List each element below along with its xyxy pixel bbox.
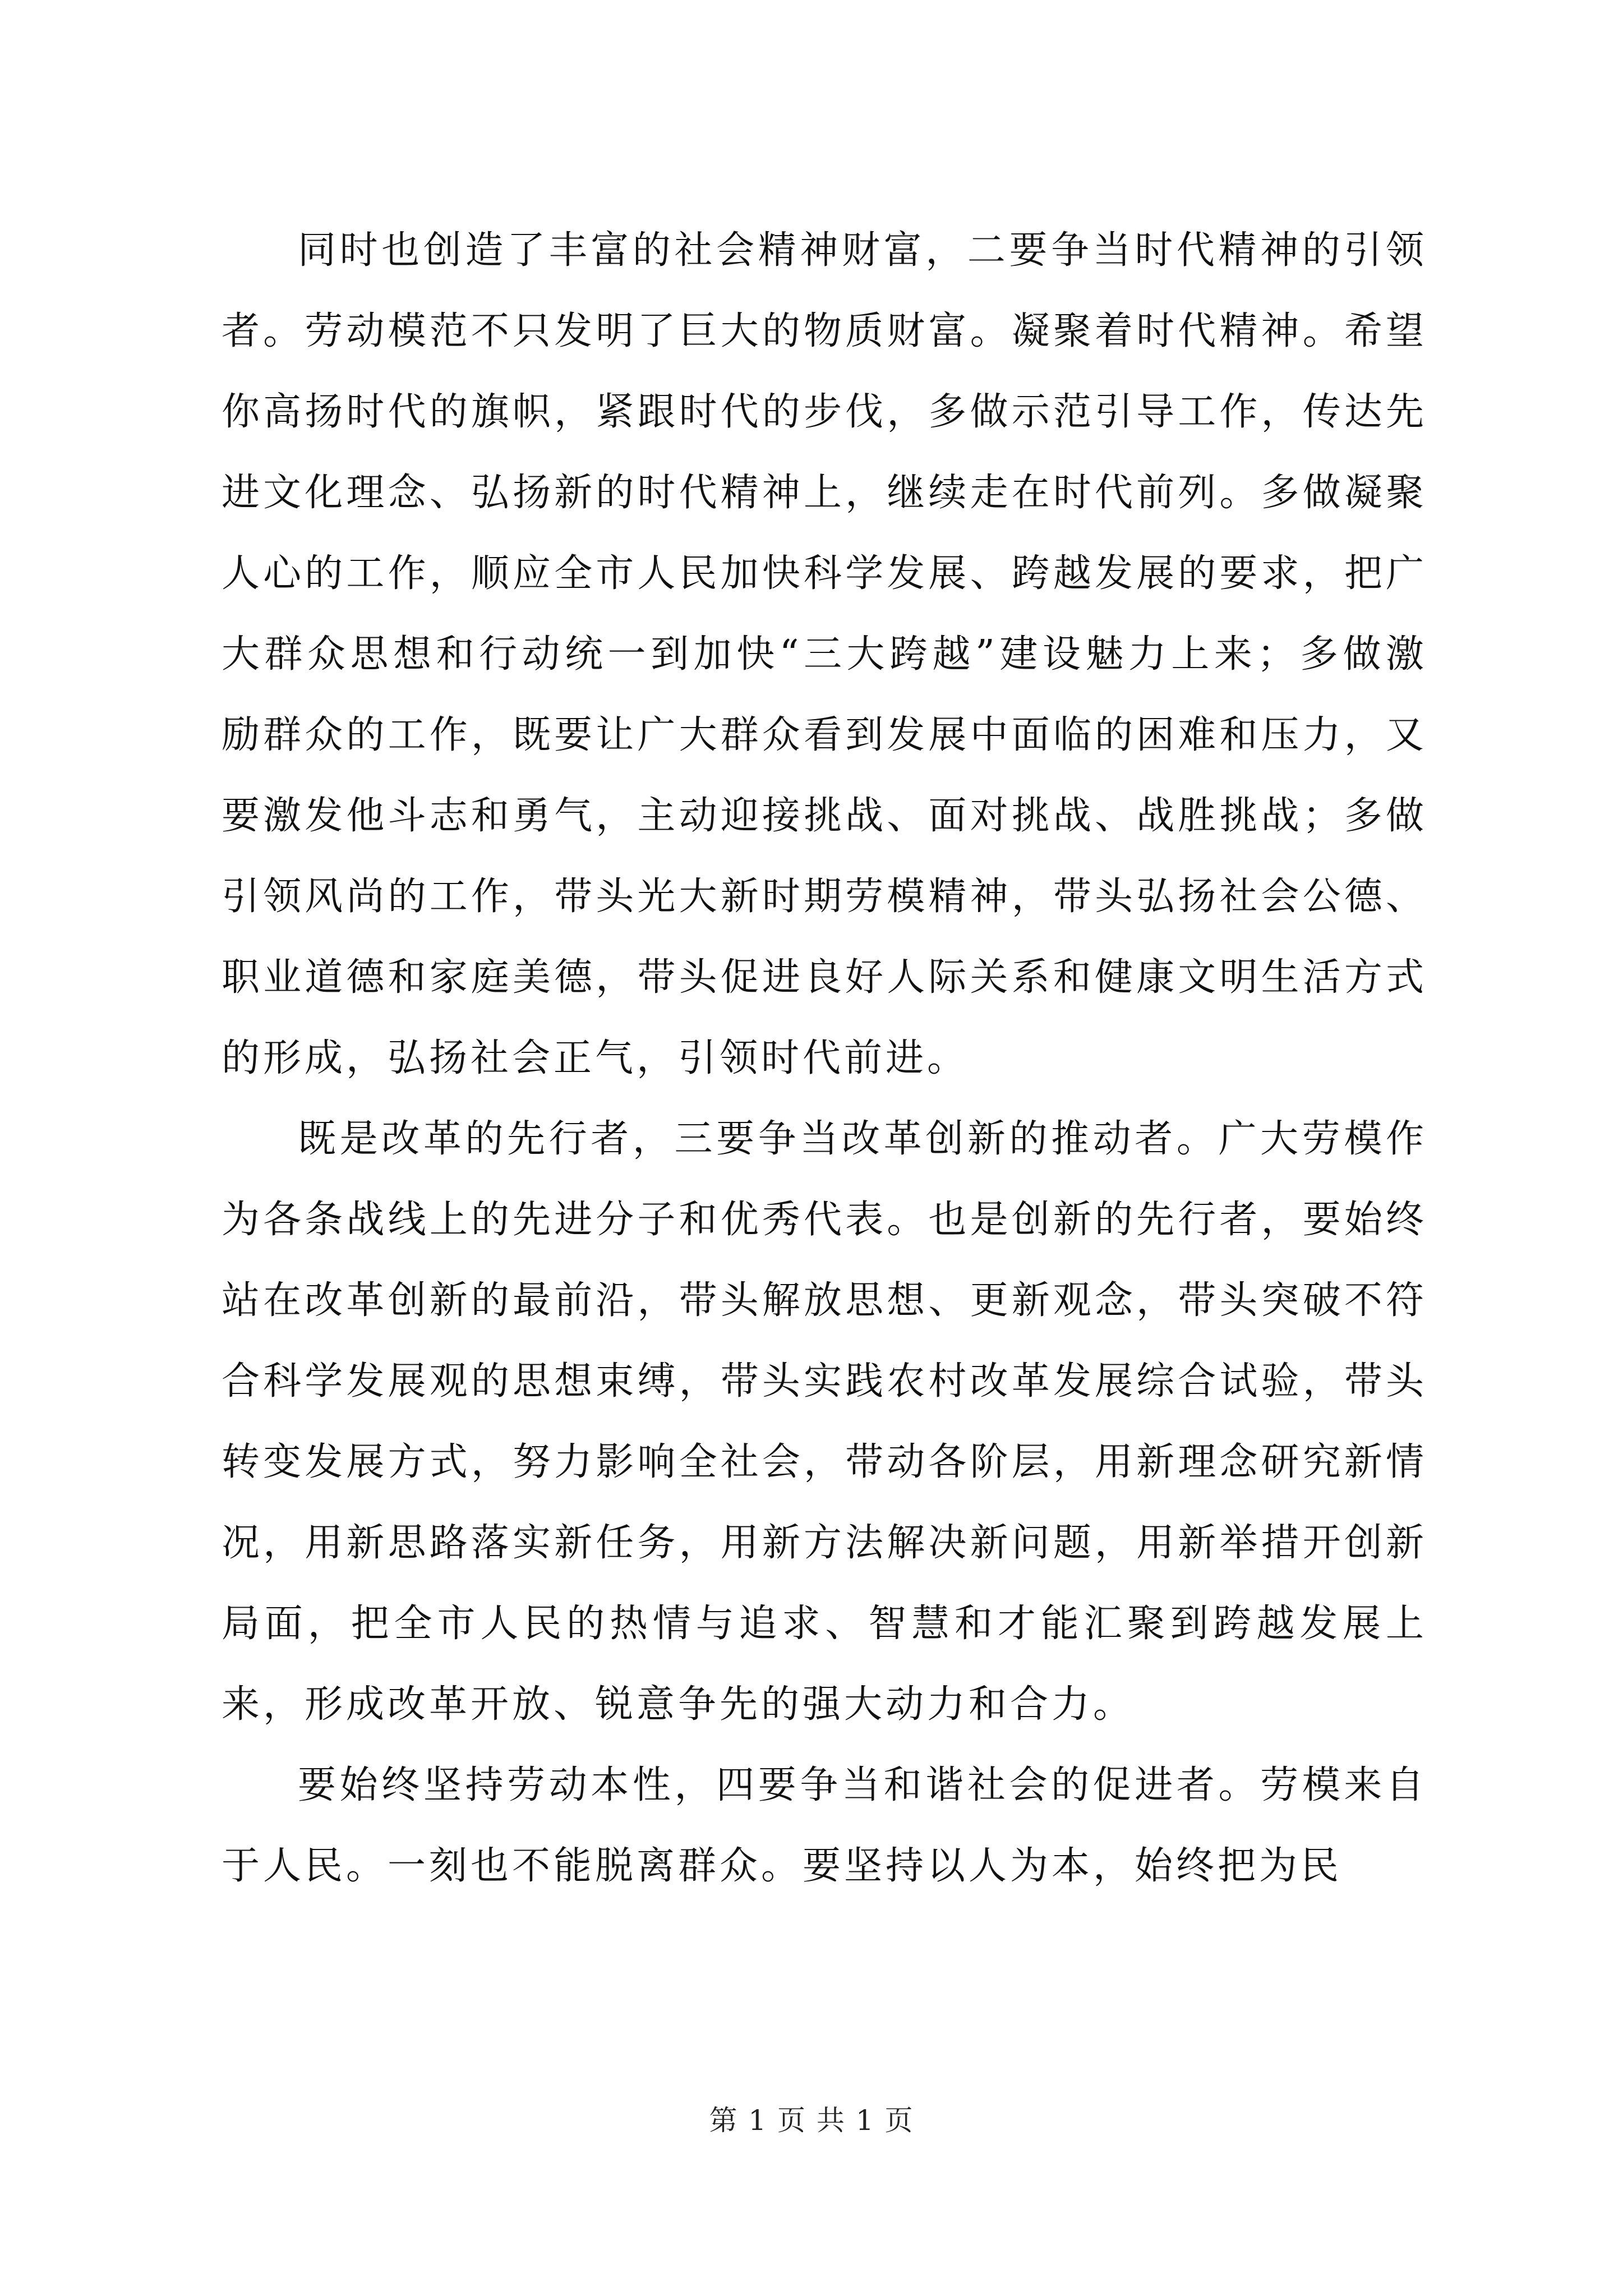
paragraph-3: 要始终坚持劳动本性，四要争当和谐社会的促进者。劳模来自于人民。一刻也不能脱离群众。要坚持以人为本，始终把为民 <box>222 1763 1427 1888</box>
page-footer: 第 1 页 共 1 页 <box>709 2104 914 2137</box>
document-body <box>222 210 1427 1907</box>
paragraph-1: 同时也创造了丰富的社会精神财富，二要争当时代精神的引领者。劳动模范不只发明了巨大的物质财富。凝聚着时代精神。希望你高扬时代的旗帜，紧跟时代的步伐，多做示范引导工作，传达先进文化理念、弘扬新的时代精神上，继续走在时代前列。多做凝聚人心的工作，顺应全市人民加快科学发展、跨越发展的要求，把广大群众思想和行动统一到加快“三大跨越”建设魅力上来；多做激励群众的工作，既要让广大群众看到发展中面临的困难和压力，又要激发他斗志和勇气，主动迎接挑战、面对挑战、战胜挑战；多做引领风尚的工作，带头光大新时期劳模精神，带头弘扬社会公德、职业道德和家庭美德，带头促进良好人际关系和健康文明生活方式的形成，弘扬社会正气，引领时代前进。 <box>222 228 1427 1080</box>
paragraph-2: 既是改革的先行者，三要争当改革创新的推动者。广大劳模作为各条战线上的先进分子和优秀代表。也是创新的先行者，要始终站在改革创新的最前沿，带头解放思想、更新观念，带头突破不符合科学发展观的思想束缚，带头实践农村改革发展综合试验，带头转变发展方式，努力影响全社会，带动各阶层，用新理念研究新情况，用新思路落实新任务，用新方法解决新问题，用新举措开创新局面，把全市人民的热情与追求、智慧和才能汇聚到跨越发展上来，形成改革开放、锐意争先的强大动力和合力。 <box>222 1117 1427 1727</box>
